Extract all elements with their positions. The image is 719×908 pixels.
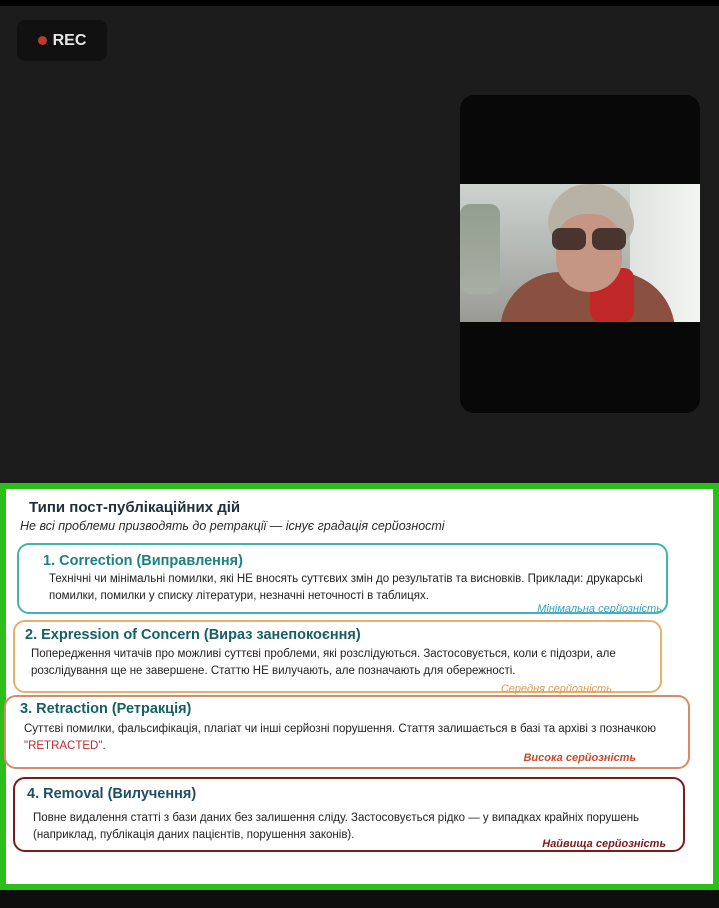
retraction-text-main: Суттєві помилки, фальсифікація, плагіат чи інші серйозні порушення. Стаття залишається в базі та архіві з позначкою: [24, 723, 657, 735]
concern-severity: Середня серйозність: [500, 683, 612, 695]
participant-face: [556, 214, 622, 292]
correction-text: Технічні чи мінімальні помилки, які НЕ вносять суттєвих змін до результатів та висновків. Приклади: друкарські помилки, помилки у списку літератури, незначні неточності в таблицях.: [49, 573, 643, 602]
retraction-text: [24, 721, 674, 755]
removal-heading: 4. Removal (Вилучення): [27, 786, 197, 802]
retraction-text-end: .: [102, 740, 106, 752]
slide-subtitle: Не всі проблеми призводять до ретракції — існує градація серйозності: [20, 519, 445, 533]
retraction-box: [4, 695, 690, 769]
retraction-severity: Висока серйозність: [523, 752, 636, 764]
retracted-label: "RETRACTED": [24, 740, 103, 752]
concern-heading: 2. Expression of Concern (Вираз занепокоєння): [25, 627, 361, 643]
shared-screen-slide: [0, 483, 719, 890]
participant-glasses: [552, 228, 628, 250]
removal-text: Повне видалення статті з бази даних без залишення сліду. Застосовується рідко — у випадках крайніх порушень (наприклад, публікація даних пацієнтів, порушення законів).: [33, 812, 640, 841]
participant-video: [460, 184, 700, 322]
correction-heading: 1. Correction (Виправлення): [43, 553, 243, 569]
recording-label: REC: [52, 31, 87, 49]
top-bar: [0, 0, 719, 6]
correction-severity: Мінімальна серйозність: [537, 603, 662, 615]
expression-of-concern-box: [13, 620, 662, 693]
participant-video-tile[interactable]: [460, 95, 700, 413]
slide-title: Типи пост-публікаційних дій: [29, 499, 241, 516]
bottom-bar: [0, 890, 719, 908]
correction-box: [17, 543, 668, 614]
removal-box: [13, 777, 685, 852]
record-dot-icon: [38, 36, 47, 45]
retraction-heading: 3. Retraction (Ретракція): [20, 701, 192, 717]
background-plant: [460, 204, 500, 294]
recording-indicator: [17, 20, 107, 61]
concern-text: Попередження читачів про можливі суттєві проблеми, які розслідуються. Застосовується, коли є підозри, але розслідування ще не завершене. Статтю НЕ вилучають, але позначають для обережності.: [31, 648, 616, 677]
removal-severity: Найвища серйозність: [542, 838, 666, 850]
slide-content: [6, 489, 713, 884]
